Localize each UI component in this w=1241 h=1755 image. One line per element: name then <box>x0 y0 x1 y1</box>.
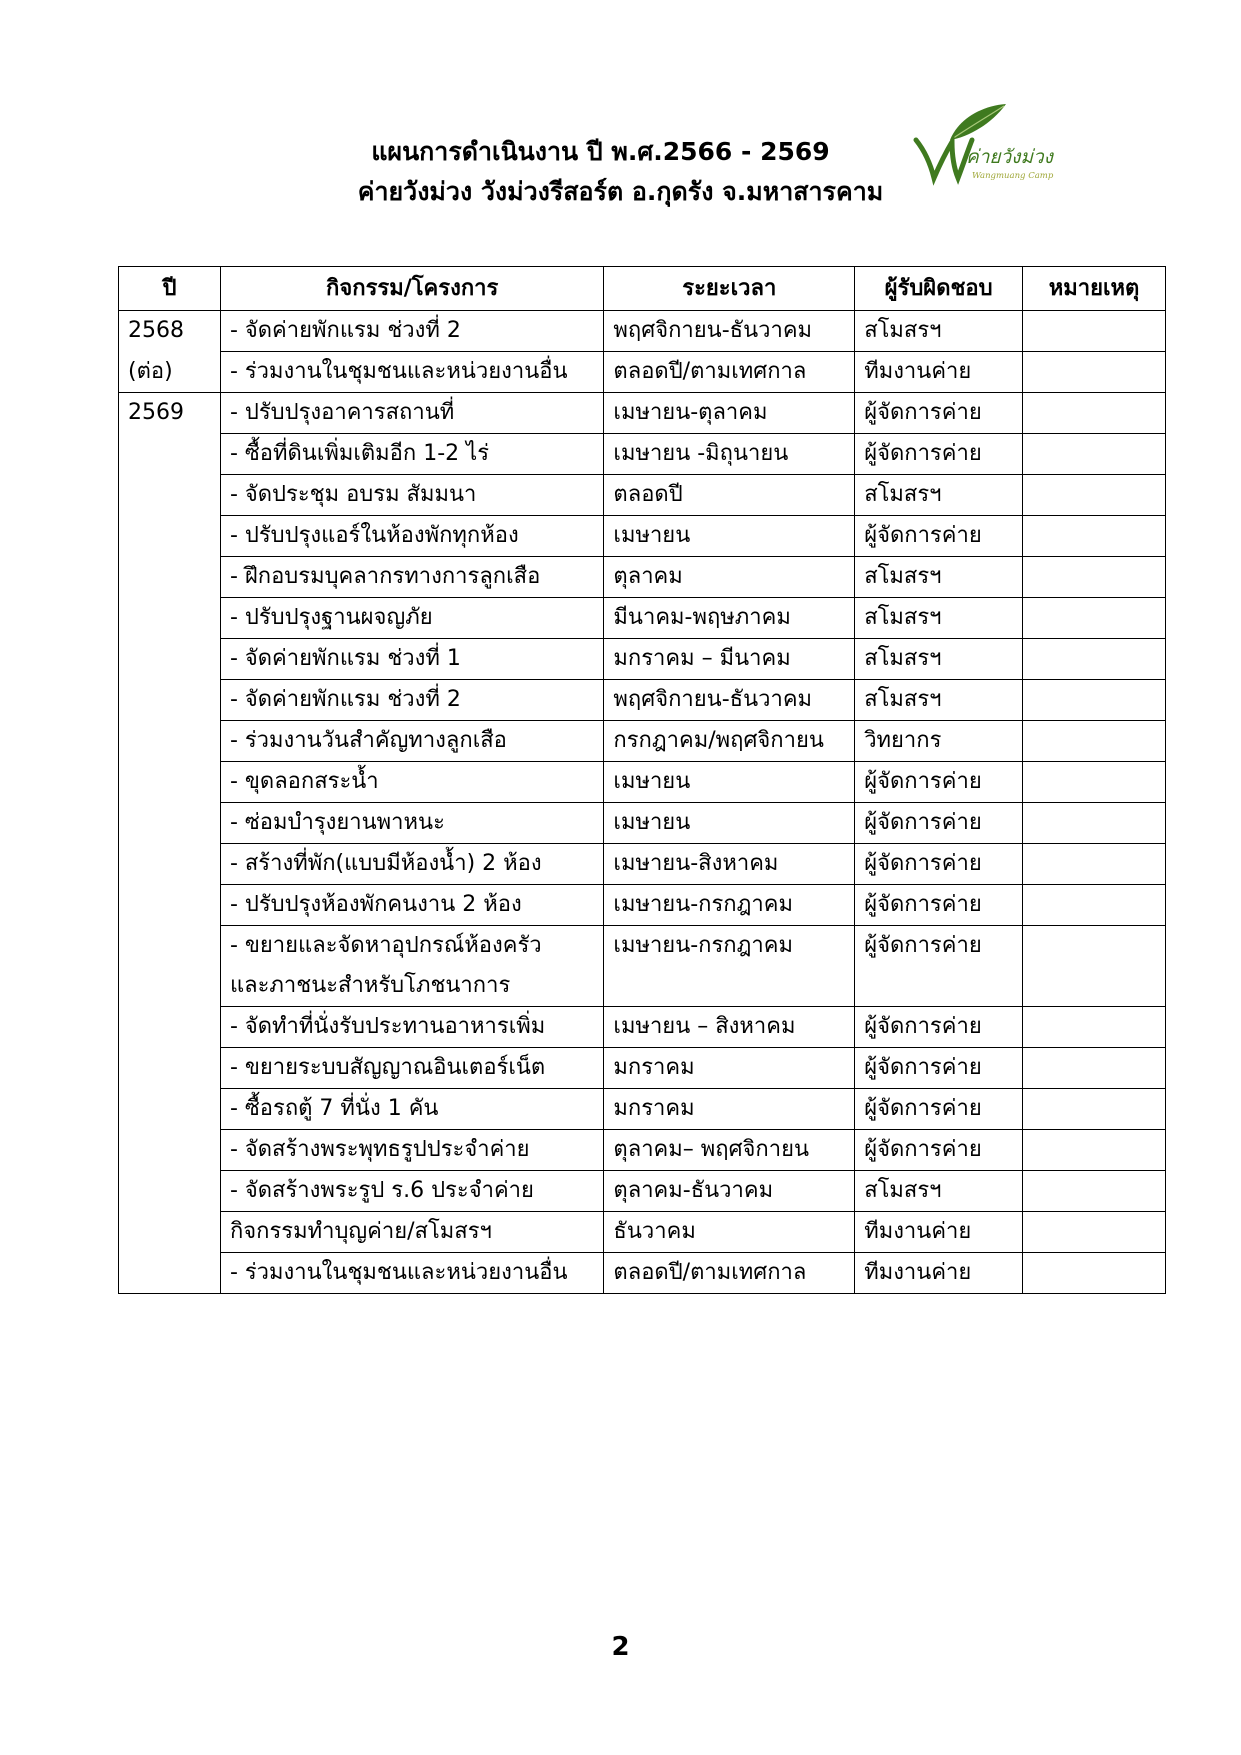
table-row <box>119 311 1166 352</box>
cell-responsible: ผู้จัดการค่าย <box>855 762 1023 803</box>
cell-note <box>1023 926 1166 1007</box>
cell-responsible: ผู้จัดการค่าย <box>855 393 1023 434</box>
cell-note <box>1023 598 1166 639</box>
cell-note <box>1023 1253 1166 1294</box>
cell-responsible: ทีมงานค่าย <box>855 1212 1023 1253</box>
cell-activity: - ซื้อที่ดินเพิ่มเติมอีก 1-2 ไร่ <box>220 434 603 475</box>
cell-period: มีนาคม-พฤษภาคม <box>604 598 855 639</box>
cell-note <box>1023 434 1166 475</box>
cell-note <box>1023 1007 1166 1048</box>
table-row <box>119 926 1166 1007</box>
cell-activity: - จัดสร้างพระรูป ร.6 ประจำค่าย <box>220 1171 603 1212</box>
cell-note <box>1023 1130 1166 1171</box>
cell-year <box>119 721 221 762</box>
cell-year: (ต่อ) <box>119 352 221 393</box>
cell-period: ตุลาคม– พฤศจิกายน <box>604 1130 855 1171</box>
cell-year <box>119 434 221 475</box>
cell-period: ตลอดปี/ตามเทศกาล <box>604 352 855 393</box>
cell-period: เมษายน-ตุลาคม <box>604 393 855 434</box>
cell-activity: - ปรับปรุงห้องพักคนงาน 2 ห้อง <box>220 885 603 926</box>
cell-year <box>119 885 221 926</box>
cell-year <box>119 1253 221 1294</box>
cell-period: เมษายน-สิงหาคม <box>604 844 855 885</box>
table-row <box>119 393 1166 434</box>
cell-year <box>119 639 221 680</box>
table-row <box>119 475 1166 516</box>
cell-note <box>1023 844 1166 885</box>
cell-note <box>1023 352 1166 393</box>
cell-year: 2568 <box>119 311 221 352</box>
cell-responsible: ผู้จัดการค่าย <box>855 1130 1023 1171</box>
cell-year: 2569 <box>119 393 221 434</box>
stem-w-mark <box>916 140 972 178</box>
cell-activity: - จัดทำที่นั่งรับประทานอาหารเพิ่ม <box>220 1007 603 1048</box>
cell-year <box>119 475 221 516</box>
table-row <box>119 1089 1166 1130</box>
cell-year <box>119 762 221 803</box>
cell-period: เมษายน <box>604 803 855 844</box>
cell-activity: - จัดค่ายพักแรม ช่วงที่ 2 <box>220 311 603 352</box>
cell-period: ตลอดปี/ตามเทศกาล <box>604 1253 855 1294</box>
table-row <box>119 1212 1166 1253</box>
cell-year <box>119 1171 221 1212</box>
cell-period: เมษายน-กรกฎาคม <box>604 885 855 926</box>
cell-year <box>119 1048 221 1089</box>
cell-activity: - ร่วมงานในชุมชนและหน่วยงานอื่น <box>220 352 603 393</box>
cell-responsible: สโมสรฯ <box>855 311 1023 352</box>
operation-plan-table <box>118 266 1166 1294</box>
wangmuang-camp-logo <box>910 100 1110 200</box>
cell-note <box>1023 639 1166 680</box>
leaf-vein <box>952 106 1004 139</box>
title-line-1: แผนการดำเนินงาน ปี พ.ศ.2566 - 2569 <box>371 137 830 166</box>
cell-activity: - จัดสร้างพระพุทธรูปประจำค่าย <box>220 1130 603 1171</box>
table-row <box>119 885 1166 926</box>
cell-responsible: สโมสรฯ <box>855 680 1023 721</box>
cell-year <box>119 803 221 844</box>
table-row <box>119 598 1166 639</box>
cell-note <box>1023 1089 1166 1130</box>
cell-note <box>1023 1171 1166 1212</box>
cell-note <box>1023 1048 1166 1089</box>
cell-period: ตลอดปี <box>604 475 855 516</box>
cell-period: ตุลาคม-ธันวาคม <box>604 1171 855 1212</box>
cell-responsible: ผู้จัดการค่าย <box>855 1007 1023 1048</box>
logo-text-english: Wangmuang Camp <box>972 171 1054 181</box>
cell-note <box>1023 557 1166 598</box>
cell-activity: - ปรับปรุงอาคารสถานที่ <box>220 393 603 434</box>
table-row <box>119 1130 1166 1171</box>
cell-note <box>1023 475 1166 516</box>
cell-activity: - ซื้อรถตู้ 7 ที่นั่ง 1 คัน <box>220 1089 603 1130</box>
cell-responsible: สโมสรฯ <box>855 598 1023 639</box>
cell-year <box>119 926 221 1007</box>
cell-note <box>1023 1212 1166 1253</box>
cell-year <box>119 516 221 557</box>
cell-responsible: ผู้จัดการค่าย <box>855 434 1023 475</box>
header-period: ระยะเวลา <box>604 267 855 311</box>
table-row <box>119 1007 1166 1048</box>
table-row <box>119 557 1166 598</box>
cell-period: เมษายน <box>604 516 855 557</box>
cell-activity: - ปรับปรุงแอร์ในห้องพักทุกห้อง <box>220 516 603 557</box>
cell-period: มกราคม <box>604 1089 855 1130</box>
cell-responsible: ผู้จัดการค่าย <box>855 926 1023 1007</box>
cell-note <box>1023 721 1166 762</box>
cell-activity: - จัดค่ายพักแรม ช่วงที่ 2 <box>220 680 603 721</box>
cell-year <box>119 1212 221 1253</box>
table-row <box>119 1171 1166 1212</box>
cell-activity: กิจกรรมทำบุญค่าย/สโมสรฯ <box>220 1212 603 1253</box>
cell-period: เมษายน -มิถุนายน <box>604 434 855 475</box>
cell-activity-line-1: - ขยายและจัดหาอุปกรณ์ห้องครัว <box>229 933 542 958</box>
cell-period: พฤศจิกายน-ธันวาคม <box>604 311 855 352</box>
cell-responsible: ทีมงานค่าย <box>855 352 1023 393</box>
cell-period: เมษายน-กรกฎาคม <box>604 926 855 1007</box>
table-row <box>119 803 1166 844</box>
cell-responsible: สโมสรฯ <box>855 1171 1023 1212</box>
cell-activity: - จัดประชุม อบรม สัมมนา <box>220 475 603 516</box>
cell-responsible: ทีมงานค่าย <box>855 1253 1023 1294</box>
cell-period: เมษายน <box>604 762 855 803</box>
cell-note <box>1023 393 1166 434</box>
cell-note <box>1023 762 1166 803</box>
table-row <box>119 352 1166 393</box>
cell-period: เมษายน – สิงหาคม <box>604 1007 855 1048</box>
cell-activity: - ปรับปรุงฐานผจญภัย <box>220 598 603 639</box>
logo-text-thai: ค่ายวังม่วง <box>966 146 1053 168</box>
table-row <box>119 1048 1166 1089</box>
cell-activity-line-2: และภาชนะสำหรับโภชนาการ <box>229 973 511 998</box>
header-note: หมายเหตุ <box>1023 267 1166 311</box>
header-responsible: ผู้รับผิดชอบ <box>855 267 1023 311</box>
cell-responsible: สโมสรฯ <box>855 557 1023 598</box>
cell-responsible: ผู้จัดการค่าย <box>855 1089 1023 1130</box>
cell-activity: - จัดค่ายพักแรม ช่วงที่ 1 <box>220 639 603 680</box>
cell-year <box>119 844 221 885</box>
table-row <box>119 639 1166 680</box>
cell-note <box>1023 803 1166 844</box>
cell-period: ธันวาคม <box>604 1212 855 1253</box>
cell-year <box>119 1130 221 1171</box>
cell-year <box>119 557 221 598</box>
table-row <box>119 516 1166 557</box>
cell-note <box>1023 311 1166 352</box>
cell-responsible: วิทยากร <box>855 721 1023 762</box>
header-year: ปี <box>119 267 221 311</box>
cell-activity: - สร้างที่พัก(แบบมีห้องน้ำ) 2 ห้อง <box>220 844 603 885</box>
cell-year <box>119 680 221 721</box>
header-activity: กิจกรรม/โครงการ <box>220 267 603 311</box>
cell-period: กรกฎาคม/พฤศจิกายน <box>604 721 855 762</box>
cell-responsible: ผู้จัดการค่าย <box>855 844 1023 885</box>
cell-responsible: สโมสรฯ <box>855 475 1023 516</box>
cell-period: มกราคม – มีนาคม <box>604 639 855 680</box>
cell-activity: - ซ่อมบำรุงยานพาหนะ <box>220 803 603 844</box>
table-row <box>119 434 1166 475</box>
table-row <box>119 762 1166 803</box>
title-line-2: ค่ายวังม่วง วังม่วงรีสอร์ต อ.กุดรัง จ.มหาสารคาม <box>357 177 884 206</box>
cell-note <box>1023 516 1166 557</box>
cell-responsible: ผู้จัดการค่าย <box>855 885 1023 926</box>
cell-responsible: ผู้จัดการค่าย <box>855 516 1023 557</box>
cell-activity: - ร่วมงานวันสำคัญทางลูกเสือ <box>220 721 603 762</box>
table-row <box>119 721 1166 762</box>
cell-activity: - ขุดลอกสระน้ำ <box>220 762 603 803</box>
table-row <box>119 680 1166 721</box>
cell-activity <box>220 926 603 1007</box>
table-row <box>119 1253 1166 1294</box>
cell-year <box>119 598 221 639</box>
cell-period: ตุลาคม <box>604 557 855 598</box>
cell-activity: - ขยายระบบสัญญาณอินเตอร์เน็ต <box>220 1048 603 1089</box>
page-number: 2 <box>611 1632 630 1662</box>
cell-note <box>1023 680 1166 721</box>
cell-activity: - ร่วมงานในชุมชนและหน่วยงานอื่น <box>220 1253 603 1294</box>
cell-period: มกราคม <box>604 1048 855 1089</box>
cell-period: พฤศจิกายน-ธันวาคม <box>604 680 855 721</box>
cell-responsible: สโมสรฯ <box>855 639 1023 680</box>
table-header-row <box>119 267 1166 311</box>
cell-activity: - ฝึกอบรมบุคลากรทางการลูกเสือ <box>220 557 603 598</box>
table-row <box>119 844 1166 885</box>
cell-responsible: ผู้จัดการค่าย <box>855 1048 1023 1089</box>
cell-year <box>119 1007 221 1048</box>
cell-note <box>1023 885 1166 926</box>
cell-year <box>119 1089 221 1130</box>
cell-responsible: ผู้จัดการค่าย <box>855 803 1023 844</box>
